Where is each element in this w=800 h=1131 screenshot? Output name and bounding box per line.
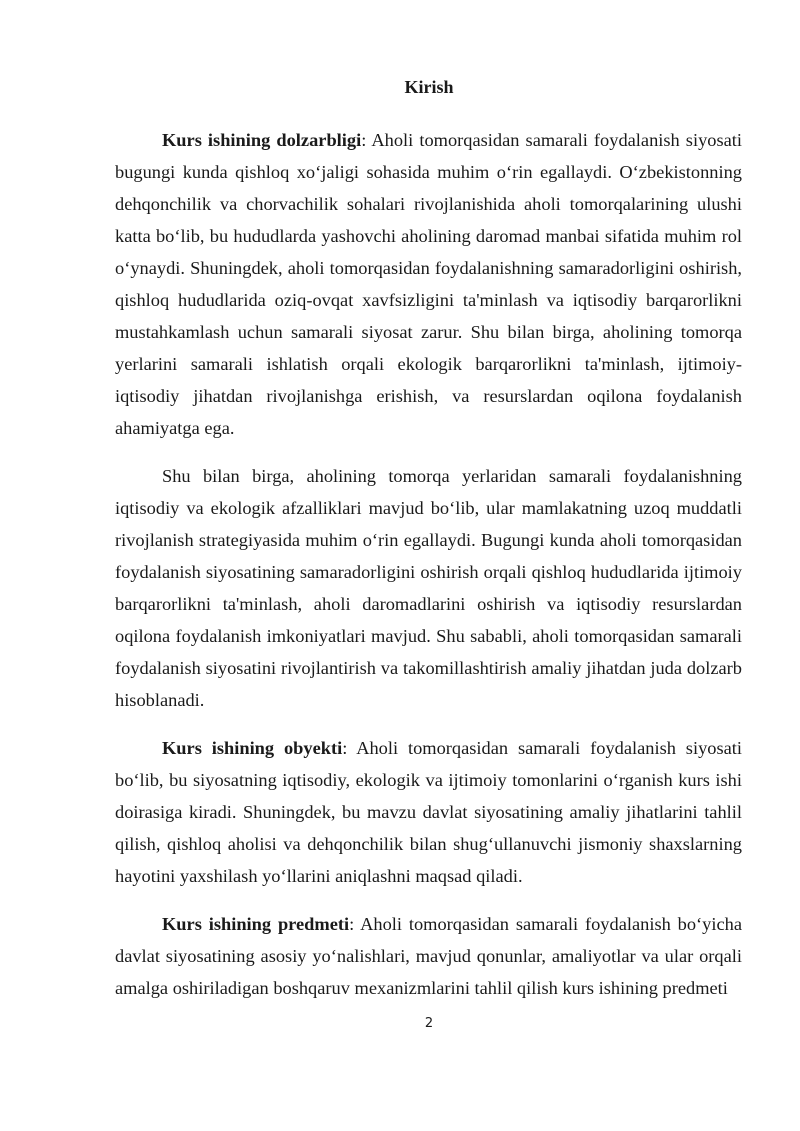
paragraph-text: : Aholi tomorqasidan samarali foydalanish siyosati bugungi kunda qishloq xo‘jaligi sohasida muhim o‘rin egallaydi. O‘zbekistonning dehqonchilik va chorvachilik sohalari rivojlanishida aholi tomorqalarining ulushi katta bo‘lib, bu hududlarda yashovchi aholining daromad manbai sifatida muhim rol o‘ynaydi. Shuningdek, aholi tomorqasidan foydalanishning samaradorligini oshirish, qishloq hududlarida oziq-ovqat xavfsizligini ta'minlash va iqtisodiy barqarorlikni mustahkamlash uchun samarali siyosat zarur. Shu bilan birga, aholining tomorqa yerlarini samarali ishlatish orqali ekologik barqarorlikni ta'minlash, ijtimoiy-iqtisodiy jihatdan rivojlanishga erishish, va resurslardan oqilona foydalanish ahamiyatga ega.: [115, 130, 743, 438]
paragraph-text: : Aholi tomorqasidan samarali foydalanish bo‘yicha davlat siyosatining asosiy yo‘nalishlari, mavjud qonunlar, amaliyotlar va ular orqali amalga oshiriladigan boshqaruv mexanizmlarini tahlil qilish kurs ishining predmeti: [115, 914, 743, 998]
page-number: 2: [424, 1016, 434, 1031]
document-body: [115, 124, 742, 1020]
paragraph-continuation: [115, 460, 742, 716]
paragraph-lead: Kurs ishining predmeti: [162, 914, 350, 934]
paragraph-lead: Kurs ishining dolzarbligi: [162, 130, 362, 150]
paragraph-subject: [115, 908, 742, 1004]
page-title: Kirish: [404, 77, 454, 97]
paragraph-lead: Kurs ishining obyekti: [162, 738, 343, 758]
paragraph-text: : Aholi tomorqasidan samarali foydalanish siyosati bo‘lib, bu siyosatning iqtisodiy, ekologik va ijtimoiy tomonlarini o‘rganish kurs ishi doirasiga kiradi. Shuningdek, bu mavzu davlat siyosatining amaliy jihatlarini tahlil qilish, qishloq aholisi va dehqonchilik bilan shug‘ullanuvchi jismoniy shaxslarning hayotini yaxshilash yo‘llarini aniqlashni maqsad qiladi.: [115, 738, 742, 886]
paragraph-text: Shu bilan birga, aholining tomorqa yerlaridan samarali foydalanishning iqtisodiy va ekologik afzalliklari mavjud bo‘lib, ular mamlakatning uzoq muddatli rivojlanish strategiyasida muhim o‘rin egallaydi. Bugungi kunda aholi tomorqasidan foydalanish siyosatining samaradorligini oshirish orqali qishloq hududlarida ijtimoiy barqarorlikni ta'minlash, aholi daromadlarini oshirish va iqtisodiy resurslardan oqilona foydalanish imkoniyatlari mavjud. Shu sababli, aholi tomorqasidan samarali foydalanish siyosatini rivojlantirish va takomillashtirish amaliy jihatdan juda dolzarb hisoblanadi.: [115, 466, 742, 710]
paragraph-object: [115, 732, 742, 892]
paragraph-relevance: [115, 124, 742, 444]
